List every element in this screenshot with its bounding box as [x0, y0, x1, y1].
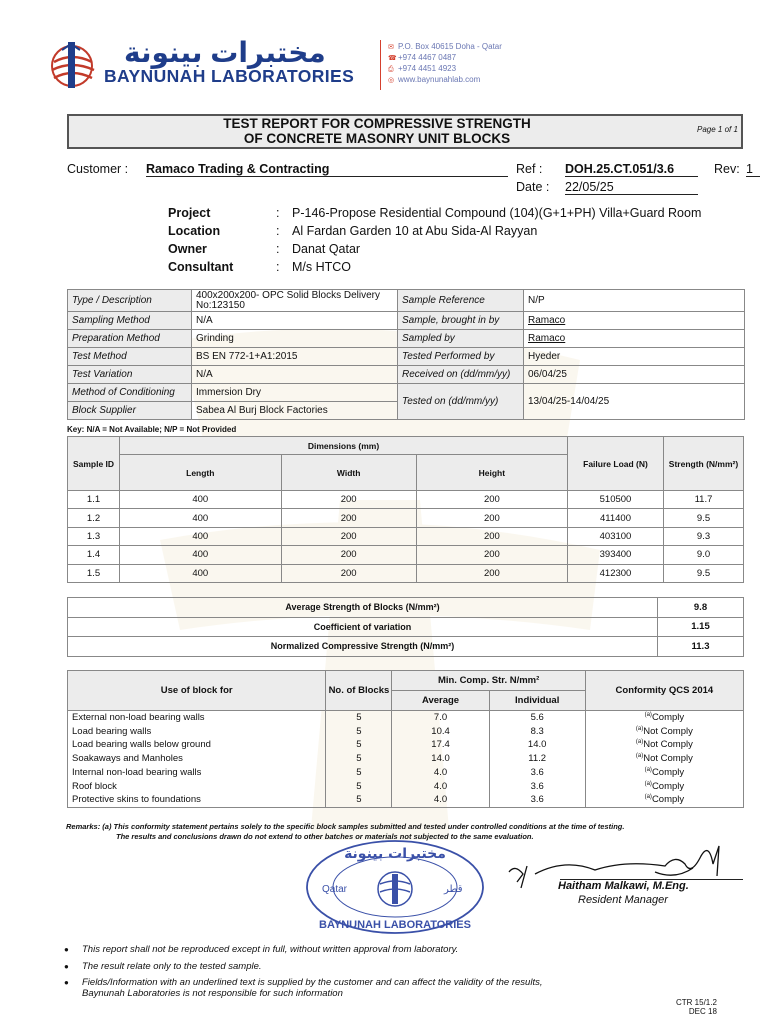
min-str-header: Min. Comp. Str. N/mm²	[392, 671, 585, 691]
blocks-cell: 5	[326, 752, 392, 766]
average-header: Average	[392, 691, 489, 711]
result-width-cell: 200	[281, 546, 416, 564]
table-row	[68, 752, 744, 766]
conformity-cell	[585, 711, 743, 725]
brought-in-value	[524, 312, 745, 330]
sampled-by-text: Ramaco	[528, 333, 566, 344]
result-width-cell: 200	[281, 527, 416, 545]
test-method-value: BS EN 772-1+A1:2015	[192, 348, 398, 366]
sample-ref-label: Sample Reference	[398, 290, 524, 312]
result-load-cell: 403100	[568, 527, 664, 545]
conformity-cell	[585, 793, 743, 807]
conformity-cell	[585, 724, 743, 738]
location-colon: :	[276, 224, 280, 238]
ref-label: Ref :	[516, 162, 543, 176]
conformity-cell	[585, 766, 743, 780]
summary-row	[68, 637, 744, 657]
conformity-text: Not Comply	[643, 753, 693, 765]
conformity-cell	[585, 738, 743, 752]
project-label: Project	[168, 206, 211, 220]
performed-by-value: Hyeder	[524, 348, 745, 366]
table-row	[68, 779, 744, 793]
table-row	[68, 724, 744, 738]
individual-cell: 3.6	[489, 766, 585, 780]
summary-value: 1.15	[658, 617, 744, 637]
conformity-text: Not Comply	[643, 739, 693, 751]
consultant-label: Consultant	[168, 260, 234, 274]
conformity-mark: (a)	[644, 780, 652, 787]
average-cell: 10.4	[392, 724, 489, 738]
remarks-line-1: Remarks: (a) This conformity statement pertains solely to the specific block samples submitted and tested under controlled conditions at the time of testing.	[66, 822, 625, 831]
result-id-cell: 1.4	[68, 546, 120, 564]
average-cell: 7.0	[392, 711, 489, 725]
conditioning-label: Method of Conditioning	[68, 384, 192, 402]
project-value: P-146-Propose Residential Compound (104)(G+1+PH) Villa+Guard Room	[292, 206, 702, 220]
conformity-cell	[585, 752, 743, 766]
result-load-cell: 393400	[568, 546, 664, 564]
stamp-left: Qatar	[322, 884, 348, 895]
summary-row	[68, 617, 744, 637]
result-strength-cell: 9.5	[664, 509, 744, 527]
lab-stamp	[304, 838, 486, 936]
table-row	[68, 546, 744, 564]
brought-in-label: Sample, brought in by	[398, 312, 524, 330]
result-width-cell: 200	[281, 491, 416, 509]
table-row	[68, 509, 744, 527]
mailbox-icon: ✉	[388, 44, 394, 51]
result-load-cell: 412300	[568, 564, 664, 582]
tested-on-value: 13/04/25-14/04/25	[524, 384, 745, 420]
stamp-bottom: BAYNUNAH LABORATORIES	[319, 919, 471, 931]
use-cell: Internal non-load bearing walls	[68, 766, 326, 780]
arabic-brand-name: مختبرات بينونة	[124, 37, 326, 68]
blocks-cell: 5	[326, 779, 392, 793]
average-cell: 4.0	[392, 793, 489, 807]
summary-label: Average Strength of Blocks (N/mm²)	[68, 598, 658, 618]
bullet-icon: ●	[64, 978, 69, 987]
individual-cell: 8.3	[489, 724, 585, 738]
sampling-method-value: N/A	[192, 312, 398, 330]
blocks-cell: 5	[326, 724, 392, 738]
use-header: Use of block for	[68, 671, 326, 711]
type-value: 400x200x200- OPC Solid Blocks Delivery No:123150	[192, 290, 398, 312]
stamp-right: قطر	[444, 884, 463, 895]
result-length-cell: 400	[120, 564, 282, 582]
page-number: Page 1 of 1	[697, 125, 738, 134]
consultant-colon: :	[276, 260, 280, 274]
conformity-text: Comply	[651, 767, 685, 779]
height-header: Height	[416, 455, 567, 491]
note-2: ● The result relate only to the tested sample.	[64, 961, 262, 972]
test-variation-label: Test Variation	[68, 366, 192, 384]
individual-cell: 5.6	[489, 711, 585, 725]
project-colon: :	[276, 206, 280, 220]
brought-in-text: Ramaco	[528, 315, 566, 326]
result-height-cell: 200	[416, 546, 567, 564]
blocks-cell: 5	[326, 711, 392, 725]
stamp-arabic: مختبرات بينونة	[344, 846, 446, 862]
use-cell: Load bearing walls below ground	[68, 738, 326, 752]
conformity-mark: (a)	[635, 725, 644, 732]
summary-label: Normalized Compressive Strength (N/mm²)	[68, 637, 658, 657]
conformity-table	[67, 670, 744, 808]
rev-value: 1	[746, 162, 760, 177]
result-strength-cell: 11.7	[664, 491, 744, 509]
owner-label: Owner	[168, 242, 207, 256]
use-cell: Soakaways and Manholes	[68, 752, 326, 766]
summary-row	[68, 598, 744, 618]
summary-value: 9.8	[658, 598, 744, 618]
table-row	[68, 564, 744, 582]
result-strength-cell: 9.5	[664, 564, 744, 582]
conformity-text: Comply	[651, 780, 685, 792]
blocks-cell: 5	[326, 738, 392, 752]
received-on-label: Received on (dd/mm/yy)	[398, 366, 524, 384]
note-1: ● This report shall not be reproduced except in full, without written approval from laboratory.	[64, 944, 459, 955]
blocks-header: No. of Blocks	[326, 671, 392, 711]
result-length-cell: 400	[120, 546, 282, 564]
failure-load-header: Failure Load (N)	[568, 437, 664, 491]
table-row	[68, 738, 744, 752]
length-header: Length	[120, 455, 282, 491]
consultant-value: M/s HTCO	[292, 260, 352, 274]
supplier-label: Block Supplier	[68, 402, 192, 420]
brand-name: BAYNUNAH LABORATORIES	[104, 66, 355, 86]
result-width-cell: 200	[281, 564, 416, 582]
strength-header: Strength (N/mm²)	[664, 437, 744, 491]
report-title: TEST REPORT FOR COMPRESSIVE STRENGTH OF CONCRETE MASONRY UNIT BLOCKS	[223, 116, 531, 146]
result-length-cell: 400	[120, 509, 282, 527]
result-height-cell: 200	[416, 564, 567, 582]
results-table	[67, 436, 744, 583]
owner-colon: :	[276, 242, 280, 256]
individual-cell: 14.0	[489, 738, 585, 752]
sample-id-header: Sample ID	[68, 437, 120, 491]
supplier-value: Sabea Al Burj Block Factories	[192, 402, 398, 420]
result-width-cell: 200	[281, 509, 416, 527]
remarks-line-2: The results and conclusions drawn do not extend to other batches or materials not subjected to the same evaluation.	[116, 831, 534, 841]
customer-value: Ramaco Trading & Contracting	[146, 162, 508, 177]
use-cell: External non-load bearing walls	[68, 711, 326, 725]
date-label: Date :	[516, 180, 550, 194]
contact-phone: ☎+974 4467 0487	[388, 53, 457, 62]
key-note: Key: N/A = Not Available; N/P = Not Provided	[67, 425, 237, 434]
conformity-text: Comply	[651, 794, 685, 806]
prep-method-value: Grinding	[192, 330, 398, 348]
average-cell: 17.4	[392, 738, 489, 752]
table-row	[68, 711, 744, 725]
individual-cell: 3.6	[489, 793, 585, 807]
contact-fax: ⎙ +974 4451 4923	[388, 64, 457, 73]
result-id-cell: 1.1	[68, 491, 120, 509]
dimensions-header: Dimensions (mm)	[120, 437, 568, 455]
use-cell: Roof block	[68, 779, 326, 793]
prep-method-label: Preparation Method	[68, 330, 192, 348]
conformity-mark: (a)	[635, 739, 644, 746]
result-length-cell: 400	[120, 527, 282, 545]
web-icon: ◎	[388, 77, 395, 84]
result-length-cell: 400	[120, 491, 282, 509]
table-row	[68, 766, 744, 780]
signatory-name: Haitham Malkawi, M.Eng.	[558, 880, 689, 892]
owner-value: Danat Qatar	[292, 242, 361, 256]
summary-value: 11.3	[658, 637, 744, 657]
conformity-header: Conformity QCS 2014	[585, 671, 743, 711]
conformity-mark: (a)	[644, 712, 652, 719]
lab-logo-icon	[48, 38, 98, 92]
result-load-cell: 411400	[568, 509, 664, 527]
table-row	[68, 527, 744, 545]
location-value: Al Fardan Garden 10 at Abu Sida-Al Rayyan	[292, 224, 538, 238]
width-header: Width	[281, 455, 416, 491]
conformity-text: Comply	[651, 712, 685, 724]
note-4: Baynunah Laboratories is not responsible for such information	[82, 988, 343, 999]
bullet-icon: ●	[64, 962, 69, 971]
sample-ref-value: N/P	[524, 290, 745, 312]
location-label: Location	[168, 224, 221, 238]
table-row	[68, 793, 744, 807]
sample-info-table	[67, 289, 745, 420]
bullet-icon: ●	[64, 945, 69, 954]
result-height-cell: 200	[416, 509, 567, 527]
result-id-cell: 1.2	[68, 509, 120, 527]
footer-code: CTR 15/1.2 DEC 18	[676, 998, 717, 1016]
average-cell: 4.0	[392, 766, 489, 780]
use-cell: Load bearing walls	[68, 724, 326, 738]
ref-value: DOH.25.CT.051/3.6	[565, 162, 698, 177]
sampling-method-label: Sampling Method	[68, 312, 192, 330]
type-label: Type / Description	[68, 290, 192, 312]
result-strength-cell: 9.0	[664, 546, 744, 564]
result-strength-cell: 9.3	[664, 527, 744, 545]
result-height-cell: 200	[416, 491, 567, 509]
sampled-by-label: Sampled by	[398, 330, 524, 348]
result-load-cell: 510500	[568, 491, 664, 509]
signatory-role: Resident Manager	[578, 894, 668, 906]
conformity-text: Not Comply	[643, 725, 693, 737]
customer-label: Customer :	[67, 162, 129, 176]
result-height-cell: 200	[416, 527, 567, 545]
date-value: 22/05/25	[565, 180, 698, 195]
conditioning-value: Immersion Dry	[192, 384, 398, 402]
contact-po-box: ✉ P.O. Box 40615 Doha - Qatar	[388, 42, 502, 51]
performed-by-label: Tested Performed by	[398, 348, 524, 366]
fax-icon: ⎙	[388, 66, 394, 73]
test-method-label: Test Method	[68, 348, 192, 366]
sampled-by-value	[524, 330, 745, 348]
blocks-cell: 5	[326, 793, 392, 807]
table-row	[68, 491, 744, 509]
blocks-cell: 5	[326, 766, 392, 780]
received-on-value: 06/04/25	[524, 366, 745, 384]
average-cell: 4.0	[392, 779, 489, 793]
individual-header: Individual	[489, 691, 585, 711]
test-variation-value: N/A	[192, 366, 398, 384]
conformity-cell	[585, 779, 743, 793]
summary-table	[67, 597, 744, 657]
summary-label: Coefficient of variation	[68, 617, 658, 637]
header-divider	[380, 40, 381, 90]
note-3: ● Fields/Information with an underlined text is supplied by the customer and can affect the validity of the results,	[64, 977, 543, 988]
result-id-cell: 1.3	[68, 527, 120, 545]
contact-web: ◎ www.baynunahlab.com	[388, 75, 481, 84]
phone-icon: ☎	[388, 55, 397, 62]
individual-cell: 11.2	[489, 752, 585, 766]
rev-label: Rev:	[714, 162, 740, 176]
conformity-mark: (a)	[635, 753, 644, 760]
conformity-mark: (a)	[644, 767, 652, 774]
use-cell: Protective skins to foundations	[68, 793, 326, 807]
average-cell: 14.0	[392, 752, 489, 766]
tested-on-label: Tested on (dd/mm/yy)	[398, 384, 524, 420]
conformity-mark: (a)	[644, 794, 652, 801]
individual-cell: 3.6	[489, 779, 585, 793]
result-id-cell: 1.5	[68, 564, 120, 582]
